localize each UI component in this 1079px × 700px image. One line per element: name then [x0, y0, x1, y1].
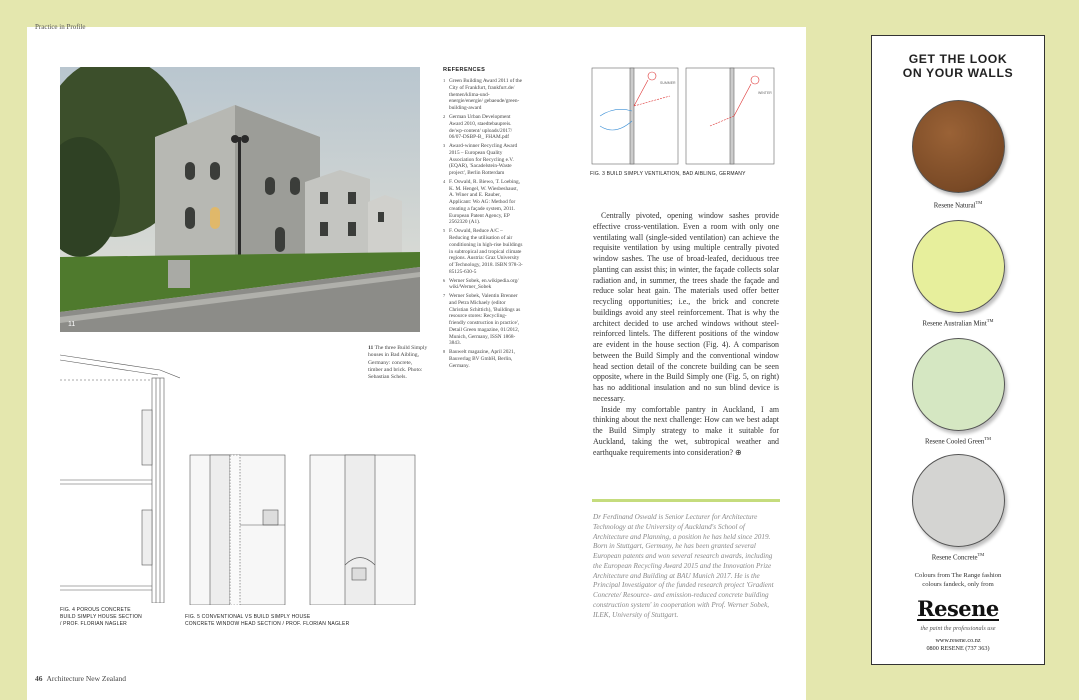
page-number: 46 [35, 674, 43, 683]
reference-item: 6 Werner Sobek, en.wikipedia.org/ wiki/Werner_Sobek [443, 277, 519, 291]
folio [35, 674, 126, 683]
fig3-caption: FIG. 3 BUILD SIMPLY VENTILATION, BAD AIBLING, GERMANY [590, 171, 746, 177]
references-list [443, 78, 523, 369]
ad-phone: 0800 RESENE (737 363) [926, 645, 990, 653]
reference-item: 4 F. Oswald, R. Biewo, T. Loebing, K. M. Hengel, W. Wiesbeshaust, A. Winer and E. Rauber, Applicant: Wo AG: Method for creating a façade system, 2011. European Patent Agency, EP 2562320 (A1). [443, 178, 521, 226]
ad-contact[interactable] [872, 637, 1044, 654]
reference-item: 1 Green Building Award 2011 of the City of Frankfurt, frankfurt.de/ themen/klima-und-energie/energie/ gebaeude/green-building-award [443, 78, 523, 112]
swatch-concrete [912, 454, 1005, 547]
swatch-label: Resene Australian Mint™ [922, 318, 994, 328]
photo-caption [368, 345, 428, 381]
resene-advert[interactable] [871, 35, 1045, 665]
ad-tagline: the paint the professionals use [920, 625, 996, 632]
fig3-diagram [590, 66, 776, 166]
fig3-label-left: SUMMER [660, 81, 676, 85]
fig5-caption-line: CONCRETE WINDOW HEAD SECTION / PROF. FLORIAN NAGLER [185, 620, 350, 627]
building-photo [60, 67, 420, 332]
fig5-caption [185, 614, 349, 628]
swatch-cooled-green [912, 338, 1005, 431]
photo-number: 11 [68, 321, 76, 328]
author-bio: Dr Ferdinand Oswald is Senior Lecturer for Architecture Technology at the University of Auckland's School of Architecture and Planning, a position he has held since 2019. Born in Stuttgart, Germany, he has been granted several European patents and won several research awards, including the European Recycling Award 2015 and the Innovation Prize Architecture and Building at BAU Munich 2017. He is the Principal Investigator of the funded research project 'Gradient Concrete/ Resource- and emission-reduced concrete building construction system' in cooperation with Prof. Werner Sobek, ILEK, University of Stuttgart. [593, 513, 774, 619]
running-head: Practice in Profile [35, 23, 86, 31]
ad-url[interactable]: www.resene.co.nz [935, 637, 981, 644]
resene-logo[interactable]: Resene [917, 596, 999, 621]
swatch-australian-mint [912, 220, 1005, 313]
references [443, 67, 523, 372]
fig4-caption-line: / PROF. FLORIAN NAGLER [60, 620, 127, 627]
reference-item: 5 F. Oswald, Reduce A/C – Reducing the utilisation of air conditioning in high-rise buildings in subtropical and tropical climate regions. Austria: Graz University of Technology, 2018. ISBN 978-3-85125-630-5 [443, 228, 523, 275]
swatch-label: Resene Cooled Green™ [924, 436, 991, 446]
body-paragraph: Inside my comfortable pantry in Auckland, I am thinking about the next challenge: How can we best adapt the Build Simply strategy to make it suitable for Auckland, taking the wet, subtropical weather and earthquake requirements into consideration? ⊕ [593, 404, 779, 457]
fig5-caption-line: FIG. 5 CONVENTIONAL VS BUILD SIMPLY HOUSE [185, 614, 311, 620]
swatch-label: Resene Concrete™ [931, 552, 985, 562]
reference-item: 8 Bauwelt magazine, April 2021, Bauverlag BV GmbH, Berlin, Germany. [443, 349, 516, 369]
body-paragraph: Centrally pivoted, opening window sashes provide effective cross-ventilation. Even a room with only one ventilating wall (single-sided ventilation) can achieve the requisite ventilation by using multiple centrally pivoted window sashes. The use of broad-leafed, deciduous tree planting can assist this; in winter, the façade collects solar radiation and, in summer, the trees shade the façade and reduce solar heat gain. The materials used offer better recycling opportunities; i.e., the brick and concrete buildings avoid any steel reinforcement. That is why the architect decided to use arched windows without steel-reinforced lintels. The different positions of the window are evident in the house section (Fig. 4). A comparison between the Build Simply and the conventional window head section detail of the concrete building can be seen opposite, where in the Build Simply one (Fig. 5, on right) has no additional insulation and no sun blind device is necessary. [593, 211, 779, 403]
ad-headline-line: ON YOUR WALLS [902, 66, 1014, 81]
photo-caption-number: 11 [368, 345, 374, 351]
fig4-caption [60, 607, 142, 627]
fig5-drawing [185, 450, 420, 605]
swatch-natural [912, 100, 1005, 193]
reference-item: 2 German Urban Development Award 2010, staedtebaupreis. de/wp-content/ uploads/2017/ 06/07-DSBP-B_ FHAM.pdf [443, 113, 513, 141]
article-body [593, 211, 779, 458]
ad-footer: Colours from The Range fashion colours fandeck, only from [914, 572, 1002, 588]
fig4-caption-line: FIG. 4 POROUS CONCRETE [60, 607, 131, 613]
divider-rule [592, 499, 780, 502]
ad-headline [872, 52, 1044, 81]
photo-caption-text: The three Build Simply houses in Bad Aibling, Germany: concrete, timber and brick. Photo: Sebastian Schels. [368, 345, 428, 381]
ad-headline-line: GET THE LOOK [908, 52, 1008, 66]
fig4-drawing [60, 350, 180, 603]
references-heading: REFERENCES [443, 67, 486, 73]
fig4-caption-line: BUILD SIMPLY HOUSE SECTION [60, 613, 142, 620]
reference-item: 3 Award-winner Recycling Award 2015 – European Quality Association for Recycling e.V. (EQAR), 'Sacadelstein-Waste project', Berlin Rotterdam [443, 143, 518, 177]
fig3-label-right: WINTER [758, 91, 772, 95]
swatch-label: Resene Natural™ [933, 200, 983, 210]
reference-item: 7 Werner Sobek, Valentin Brenner and Petra Michaely (editor Christian Schittich), 'Buildings as resource stores: Recycling-friendly construction in practice', Detail Green magazine, 01/2012, Munich, Germany, ISSN 1868-3843. [443, 293, 521, 347]
publication-title: Architecture New Zealand [46, 674, 127, 683]
